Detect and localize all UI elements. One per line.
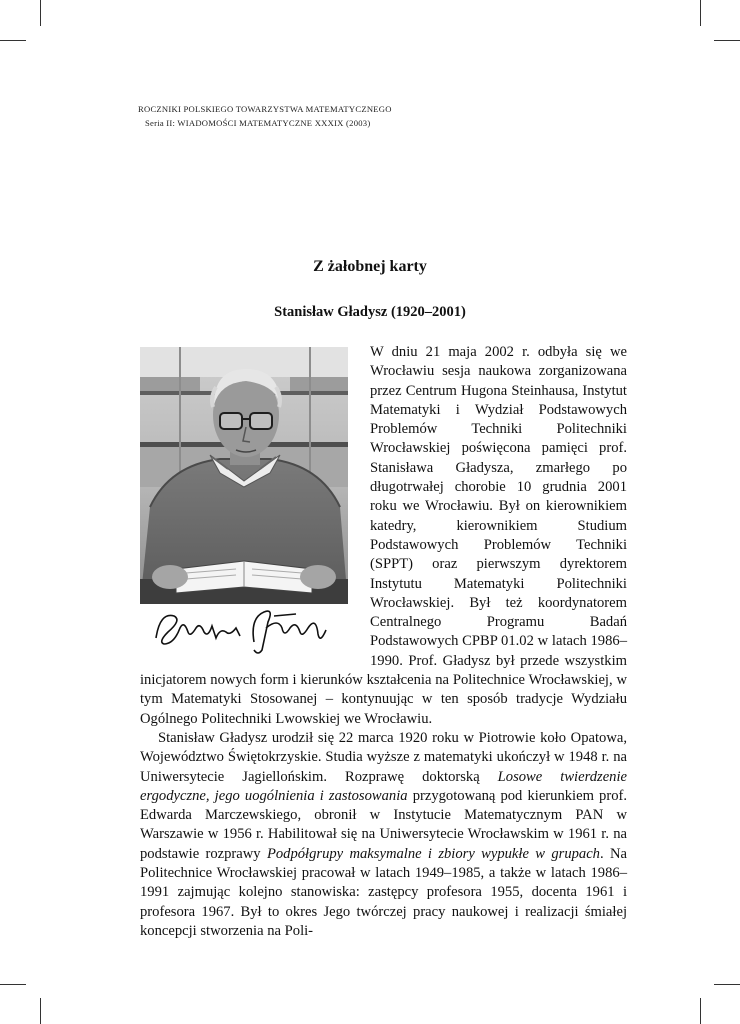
journal-name: ROCZNIKI POLSKIEGO TOWARZYSTWA MATEMATYCZNEGO [138,104,392,114]
article-body [140,343,627,941]
running-header [138,102,392,130]
series-line: Seria II: WIADOMOŚCI MATEMATYCZNE XXXIX (2003) [145,118,371,128]
paragraph-2-text-b: przygotowaną pod kierunkiem prof. Edwarda Marczewskiego, obronił w Instytucie Matematycznym PAN w Warszawie w 1956 r. Habilitował się na Uniwersytecie Wrocławskim w 1961 r. na podstawie rozprawy [140,787,628,862]
section-title: Z żałobnej karty [313,258,427,275]
dissertation-title: Losowe twierdzenie ergodyczne, jego uogólnienia i zastosowania [140,768,627,804]
crop-mark [0,984,26,985]
article-title: Stanisław Gładysz (1920–2001) [274,304,466,320]
crop-mark [40,998,41,1024]
paragraph-2-text-a: Stanisław Gładysz urodził się 22 marca 1920 roku w Piotrowie koło Opatowa, Województwo Świętokrzyskie. Studia wyższe z matematyki ukończył w 1948 r. na Uniwersytecie Jagiellońskim. Rozprawę doktorską [140,729,627,785]
crop-mark [0,40,26,41]
crop-mark [700,0,701,26]
crop-mark [40,0,41,26]
paragraph-2-text-c: . Na Politechnice Wrocławskiej pracował w latach 1949–1985, a także w latach 1986–1991 zajmując kolejno stanowiska: zastępcy profesora 1955, docenta 1961 i profesora 1967. Był to okres Jego twórczej pracy naukowej i realizacji śmiałej koncepcji stworzenia na Poli- [140,845,627,939]
paragraph-1: W dniu 21 maja 2002 r. odbyła się we Wrocławiu sesja naukowa zorganizowana przez Centrum Hugona Steinhausa, Instytut Matematyki i Wydział Podstawowych Problemów Techniki Politechniki Wrocławskiej poświęcona pamięci prof. Stanisława Gładysza, zmarłego po długotrwałej chorobie 10 grudnia 2001 roku we Wrocławiu. Był on kierownikiem katedry, kierownikiem Studium Podstawowych Problemów Techniki (SPPT) oraz pierwszym dyrektorem Instytutu Matematyki Politechniki Wrocławskiej. Był też koordynatorem Centralnego Programu Badań Podstawowych CPBP 01.02 w latach 1986–1990. Prof. Gładysz był przede wszystkim inicjatorem nowych form i kierunków kształcenia na Politechnice Wrocławskiej, w tym Matematyki Stosowanej – kontynuując w ten sposób tradycje Wydziału Ogólnego Politechniki Lwowskiej we Wrocławiu. [140,344,627,727]
habilitation-title: Podpółgrupy maksymalne i zbiory wypukłe w grupach [266,845,600,862]
crop-mark [714,984,740,985]
paragraph-2 [140,729,627,941]
crop-mark [714,40,740,41]
crop-mark [700,998,701,1024]
figure-spacer [140,343,370,653]
